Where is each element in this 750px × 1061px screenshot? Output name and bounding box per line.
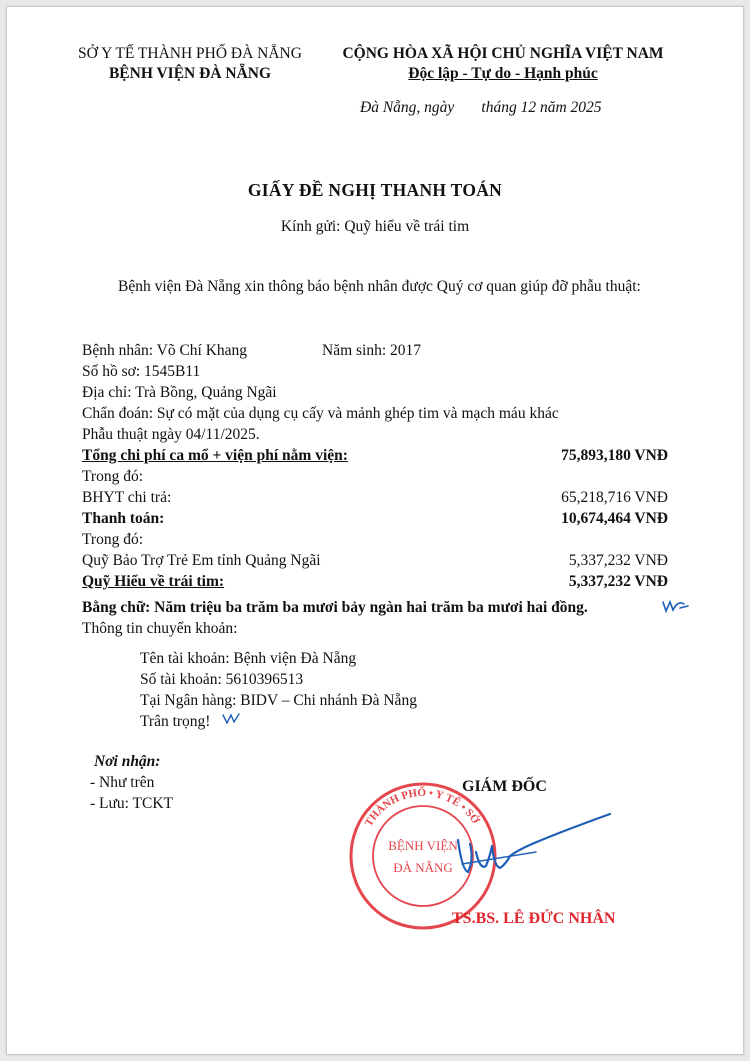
national-motto: Độc lập - Tự do - Hạnh phúc [408,65,598,82]
issue-date: Đà Nẵng, ngày tháng 12 năm 2025 [360,99,602,116]
issuer-header [70,44,310,84]
initial-mark-icon [221,711,243,727]
patient-address: Địa chỉ: Trà Bồng, Quảng Ngãi [82,384,277,401]
child-fund-label: Quỹ Bảo Trợ Trẻ Em tỉnh Quảng Ngãi [82,552,321,569]
payment-label: Thanh toán: [82,510,165,527]
transfer-heading: Thông tin chuyển khoản: [82,620,238,637]
breakdown-label: Trong đó: [82,468,144,485]
intro-paragraph: Bệnh viện Đà Nẵng xin thông báo bệnh nhân được Quý cơ quan giúp đỡ phẫu thuật: [118,278,641,295]
bank-name: Tại Ngân hàng: BIDV – Chi nhánh Đà Nẵng [140,692,417,709]
heart-fund-value: 5,337,232 VNĐ [568,573,668,590]
signature-title: GIÁM ĐỐC [462,778,547,795]
signature-scribble-icon [440,800,620,890]
heart-fund-label: Quỹ Hiểu về trái tim: [82,573,225,590]
insurance-label: BHYT chi trả: [82,489,172,506]
surgery-date: Phẫu thuật ngày 04/11/2025. [82,426,260,443]
insurance-value: 65,218,716 VNĐ [561,489,668,506]
stamp-ring-text: THÀNH PHỐ • Y TẾ • SỞ [362,786,482,829]
nation-name: CỘNG HÒA XÃ HỘI CHỦ NGHĨA VIỆT NAM [342,45,664,62]
document-title: GIẤY ĐỀ NGHỊ THANH TOÁN [247,180,503,200]
child-fund-value: 5,337,232 VNĐ [568,552,668,569]
patient-birth-year: Năm sinh: 2017 [322,342,422,359]
department-name: SỞ Y TẾ THÀNH PHỐ ĐÀ NẴNG [78,45,302,62]
account-number: Số tài khoản: 5610396513 [140,671,304,688]
patient-name: Bệnh nhân: Võ Chí Khang [82,342,248,359]
recipients-heading: Nơi nhận: [94,753,161,770]
addressee: Kính gửi: Quỹ hiểu về trái tim [280,218,470,235]
diagnosis: Chẩn đoán: Sự có mặt của dụng cụ cấy và mảnh ghép tim và mạch máu khác [82,405,559,422]
total-cost-label: Tổng chi phí ca mổ + viện phí nằm viện: [82,447,348,464]
stamp-center-line: BỆNH VIỆN [388,838,458,853]
initial-mark-icon [660,596,692,616]
national-header [328,44,678,84]
closing-text: Trân trọng! [140,713,211,730]
recipient-item: - Như trên [90,774,155,791]
hospital-name: BỆNH VIỆN ĐÀ NẴNG [108,65,272,82]
payment-breakdown-label: Trong đó: [82,531,144,548]
payment-value: 10,674,464 VNĐ [561,510,668,527]
amount-in-words: Bằng chữ: Năm triệu ba trăm ba mươi bảy ngàn hai trăm ba mươi hai đồng. [82,599,588,616]
account-name: Tên tài khoản: Bệnh viện Đà Nẵng [140,650,357,667]
recipient-item: - Lưu: TCKT [90,795,174,812]
signer-name: TS.BS. LÊ ĐỨC NHÂN [452,910,616,927]
total-cost-value: 75,893,180 VNĐ [561,447,668,464]
stamp-center-line: ĐÀ NẴNG [393,860,453,875]
record-number: Số hồ sơ: 1545B11 [82,363,201,380]
